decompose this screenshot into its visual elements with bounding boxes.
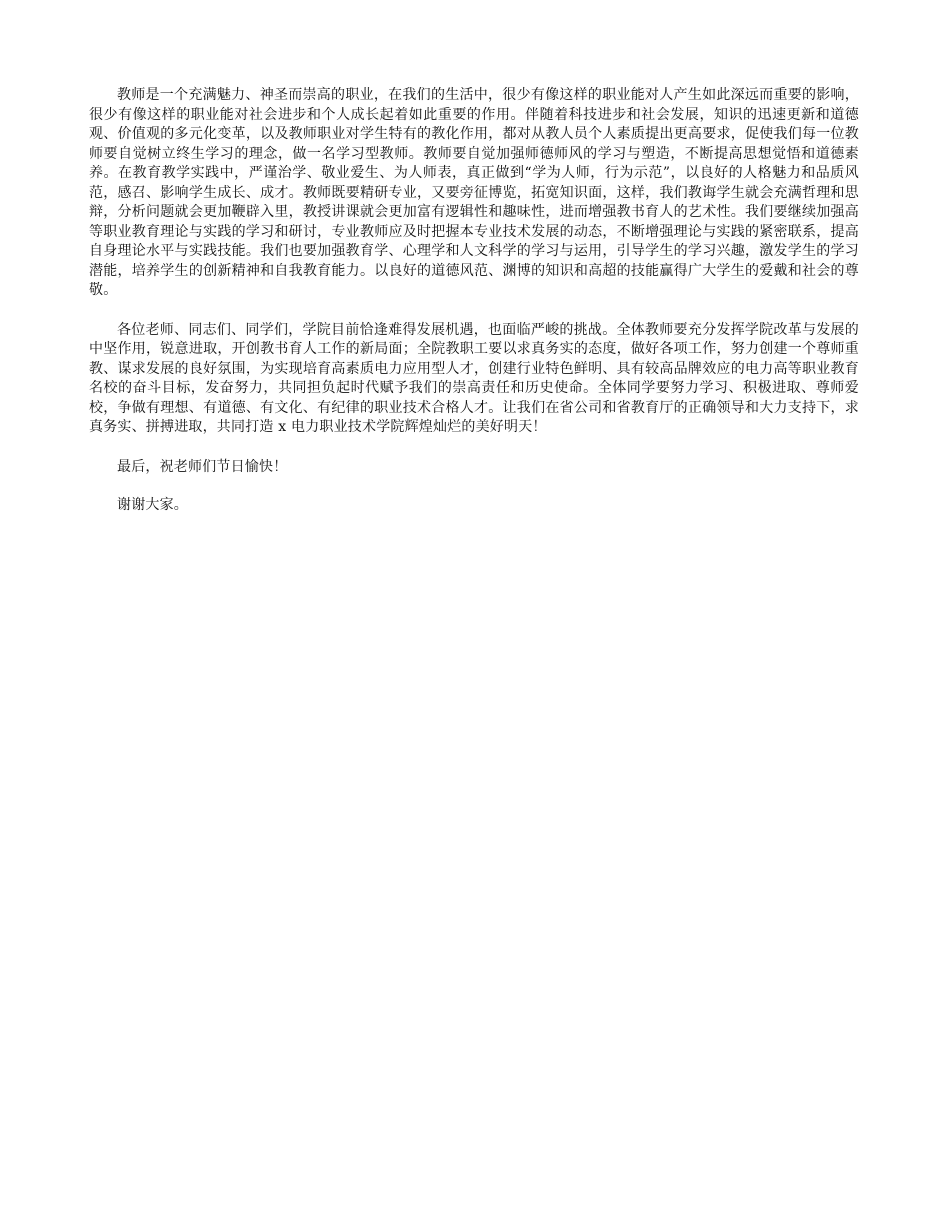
paragraph-teacher-profession: 教师是一个充满魅力、神圣而崇高的职业，在我们的生活中，很少有像这样的职业能对人产生如此深远而重要的影响，很少有像这样的职业能对社会进步和个人成长起着如此重要的作用。伴随着科技进步和社会发展，知识的迅速更新和道德观、价值观的多元化变革，以及教师职业对学生特有的教化作用，都对从教人员个人素质提出更高要求，促使我们每一位教师要自觉树立终生学习的理念，做一名学习型教师。教师要自觉加强师德师风的学习与塑造，不断提高思想觉悟和道德素养。在教育教学实践中，严谨治学、敬业爱生、为人师表，真正做到“学为人师，行为示范”，以良好的人格魅力和品质风范，感召、影响学生成长、成才。教师既要精研专业，又要旁征博览，拓宽知识面，这样，我们教诲学生就会充满哲理和思辩，分析问题就会更加鞭辟入里，教授讲课就会更加富有逻辑性和趣味性，进而增强教书育人的艺术性。我们要继续加强高等职业教育理论与实践的学习和研讨，专业教师应及时把握本专业技术发展的动态，不断增强理论与实践的紧密联系，提高自身理论水平与实践技能。我们也要加强教育学、心理学和人文科学的学习与运用，引导学生的学习兴趣，激发学生的学习潜能，培养学生的创新精神和自我教育能力。以良好的道德风范、渊博的知识和高超的技能赢得广大学生的爱戴和社会的尊敬。 bbox=[89, 87, 859, 298]
paragraph-festival-wishes: 最后，祝老师们节日愉快！ bbox=[117, 458, 288, 475]
document-body bbox=[89, 86, 859, 535]
paragraph-thanks: 谢谢大家。 bbox=[117, 497, 188, 513]
paragraph-college-development: 各位老师、同志们、同学们，学院目前恰逢难得发展机遇，也面临严峻的挑战。全体教师要充分发挥学院改革与发展的中坚作用，锐意进取，开创教书育人工作的新局面；全院教职工要以求真务实的态度，做好各项工作，努力创建一个尊师重教、谋求发展的良好氛围，为实现培育高素质电力应用型人才，创建行业特色鲜明、具有较高品牌效应的电力高等职业教育名校的奋斗目标，发奋努力，共同担负起时代赋予我们的崇高责任和历史使命。全体同学要努力学习、积极进取、尊师爱校，争做有理想、有道德、有文化、有纪律的职业技术合格人才。让我们在省公司和省教育厅的正确领导和大力支持下，求真务实、拼搏进取，共同打造 x 电力职业技术学院辉煌灿烂的美好明天！ bbox=[89, 321, 859, 435]
